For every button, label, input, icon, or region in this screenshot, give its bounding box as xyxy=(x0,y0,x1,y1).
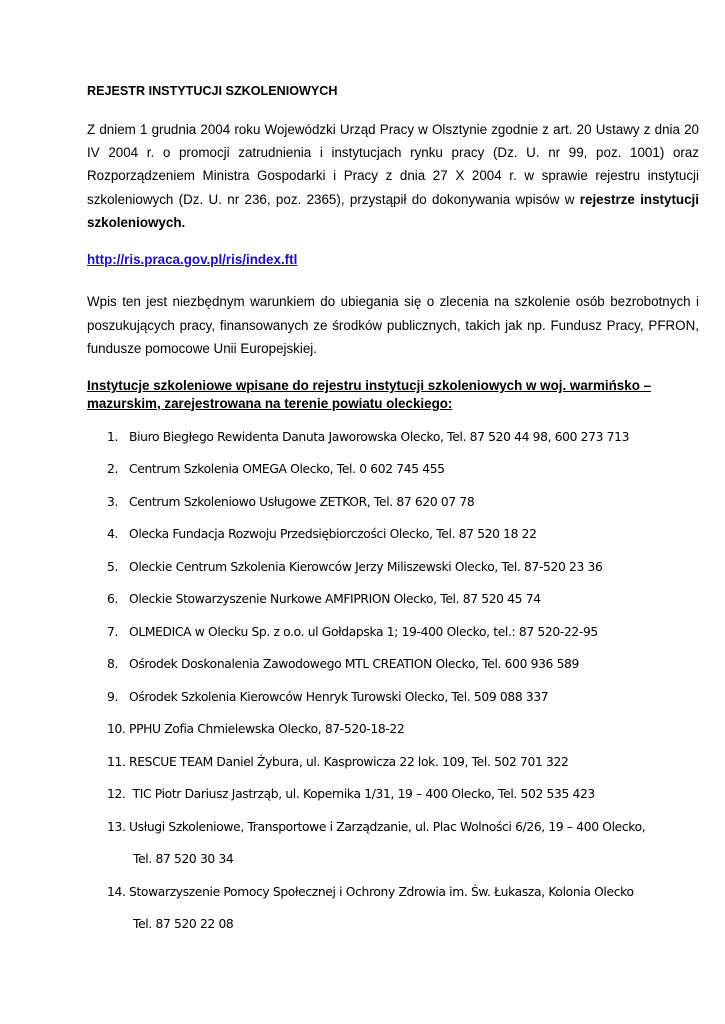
ris-link[interactable]: http://ris.praca.gov.pl/ris/index.ftl xyxy=(87,252,298,267)
list-item-text: Ośrodek Szkolenia Kierowców Henryk Turowski Olecko, Tel. 509 088 337 xyxy=(129,690,549,704)
list-item-text: Stowarzyszenie Pomocy Społecznej i Ochrony Zdrowia im. Św. Łukasza, Kolonia Olecko xyxy=(129,885,634,899)
list-item-text: Oleckie Stowarzyszenie Nurkowe AMFIPRION Olecko, Tel. 87 520 45 74 xyxy=(129,592,541,606)
list-item xyxy=(107,589,541,609)
document-title: REJESTR INSTYTUCJI SZKOLENIOWYCH xyxy=(87,84,338,98)
list-item-number: 5. xyxy=(107,560,119,574)
list-heading: Instytucje szkoleniowe wpisane do rejestru instytucji szkoleniowych w woj. warmińsko – mazurskim, zarejestrowana na terenie powiatu oleckiego: xyxy=(87,378,652,411)
list-item-number: 4. xyxy=(107,527,119,541)
list-item-text: OLMEDICA w Olecku Sp. z o.o. ul Gołdapska 1; 19-400 Olecko, tel.: 87 520-22-95 xyxy=(129,625,598,639)
list-item-number: 8. xyxy=(107,657,119,671)
list-item-number: 12. xyxy=(107,787,126,801)
list-item xyxy=(107,524,537,544)
list-item xyxy=(107,687,548,707)
list-item-number: 14. xyxy=(107,885,126,899)
list-item-number: 3. xyxy=(107,495,119,509)
requirement-paragraph: Wpis ten jest niezbędnym warunkiem do ubiegania się o zlecenia na szkolenie osób bezrobotnych i poszukujących pracy, finansowanych ze środków publicznych, takich jak np. Fundusz Pracy, PFRON, fundusze pomocowe Unii Europejskiej. xyxy=(87,294,699,357)
list-item xyxy=(107,784,595,804)
list-item-continuation: Tel. 87 520 30 34 xyxy=(133,852,234,866)
list-item-text: Usługi Szkoleniowe, Transportowe i Zarządzanie, ul. Plac Wolności 6/26, 19 – 400 Olecko, xyxy=(129,820,646,834)
list-item-number: 7. xyxy=(107,625,119,639)
list-item-number: 13. xyxy=(107,820,126,834)
list-item-number: 9. xyxy=(107,690,119,704)
list-item-text: RESCUE TEAM Daniel Żybura, ul. Kasprowicza 22 lok. 109, Tel. 502 701 322 xyxy=(129,755,569,769)
list-item-number: 2. xyxy=(107,462,119,476)
list-item-text: Ośrodek Doskonalenia Zawodowego MTL CREATION Olecko, Tel. 600 936 589 xyxy=(129,657,580,671)
list-item xyxy=(107,459,445,479)
list-item-number: 11. xyxy=(107,755,126,769)
list-item-number: 10. xyxy=(107,722,126,736)
intro-bold-text: rejestrze instytucji szkoleniowych. xyxy=(87,191,699,230)
list-item xyxy=(107,557,602,577)
intro-text: Z dniem 1 grudnia 2004 roku Wojewódzki Urząd Pracy w Olsztynie zgodnie z art. 20 Ustawy z dnia 20 IV 2004 r. o promocji zatrudnienia i instytucjach rynku pracy (Dz. U. nr 99, poz. 1001) oraz Rozporządzeniem Ministra Gospodarki i Pracy z dnia 27 X 2004 r. w sprawie rejestru instytucji szkoleniowych (Dz. U. nr 236, poz. 2365), przystąpił do dokonywania wpisów w xyxy=(87,122,699,207)
list-item-number: 1. xyxy=(107,430,119,444)
intro-paragraph xyxy=(87,118,699,234)
list-item-text: Centrum Szkolenia OMEGA Olecko, Tel. 0 602 745 455 xyxy=(129,462,445,476)
list-item xyxy=(107,817,645,837)
list-item xyxy=(107,492,474,512)
list-item xyxy=(107,719,404,739)
list-item-text: Centrum Szkoleniowo Usługowe ZETKOR, Tel. 87 620 07 78 xyxy=(129,495,475,509)
list-item xyxy=(107,882,634,902)
list-item-text: Oleckie Centrum Szkolenia Kierowców Jerzy Miliszewski Olecko, Tel. 87-520 23 36 xyxy=(129,560,603,574)
list-item-number: 6. xyxy=(107,592,119,606)
list-item-text: TIC Piotr Dariusz Jastrząb, ul. Kopernika 1/31, 19 – 400 Olecko, Tel. 502 535 423 xyxy=(129,787,595,801)
list-item-text: Biuro Biegłego Rewidenta Danuta Jaworowska Olecko, Tel. 87 520 44 98, 600 273 713 xyxy=(129,430,630,444)
list-item xyxy=(107,752,568,772)
list-item-text: PPHU Zofia Chmielewska Olecko, 87-520-18-22 xyxy=(129,722,405,736)
list-item xyxy=(107,654,579,674)
list-item xyxy=(107,427,629,447)
list-item xyxy=(107,622,598,642)
list-item-continuation: Tel. 87 520 22 08 xyxy=(133,917,234,931)
list-item-text: Olecka Fundacja Rozwoju Przedsiębiorczości Olecko, Tel. 87 520 18 22 xyxy=(129,527,537,541)
